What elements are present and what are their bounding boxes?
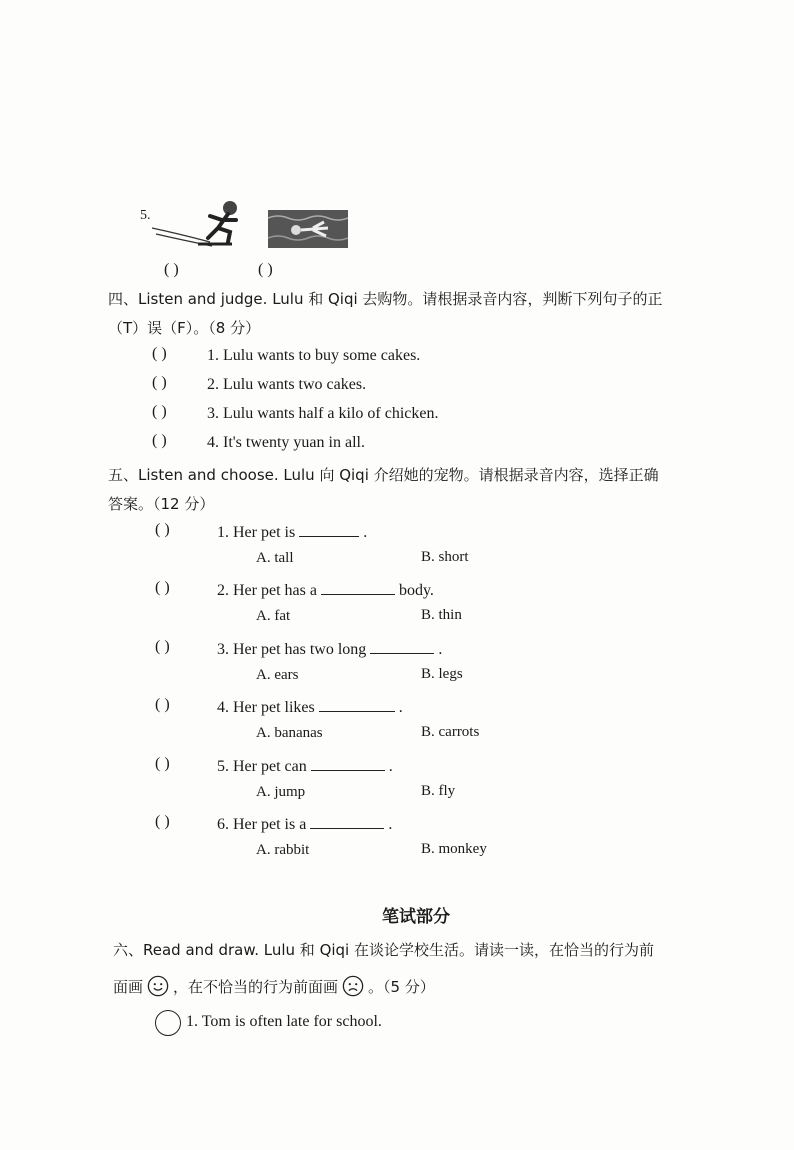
option-a: A. tall <box>256 550 294 566</box>
heading-text: ，在不恰当的行为前面画 <box>173 978 339 996</box>
answer-paren[interactable]: ( ) <box>152 432 167 449</box>
written-part-title: 笔试部分 <box>382 907 450 927</box>
question-line <box>217 814 392 835</box>
option-a: A. ears <box>256 667 299 683</box>
option-b: B. thin <box>421 607 462 623</box>
skiing-person-icon <box>150 198 245 250</box>
section5-heading-cont: 答案。（12 分） <box>108 495 215 513</box>
heading-text: 。（5 分） <box>368 978 435 996</box>
section6-heading-cont <box>113 975 435 997</box>
answer-blank[interactable] <box>319 697 395 712</box>
smiley-face-icon <box>147 975 169 997</box>
answer-paren[interactable]: ( ) <box>155 579 170 596</box>
section6-heading: 六、Read and draw. Lulu 和 Qiqi 在谈论学校生活。请读一读，在恰当的行为前 <box>113 941 654 959</box>
answer-paren[interactable]: ( ) <box>152 403 167 420</box>
section4-heading: 四、Listen and judge. Lulu 和 Qiqi 去购物。请根据录音内容，判断下列句子的正 <box>108 290 663 308</box>
question-text-end: . <box>388 758 393 775</box>
question-text-end: . <box>438 641 443 658</box>
answer-blank[interactable] <box>321 580 395 595</box>
question-text: 3. Her pet has two long <box>217 641 367 658</box>
question-text-end: . <box>388 816 393 833</box>
section5-heading: 五、Listen and choose. Lulu 向 Qiqi 介绍她的宠物。请根据录音内容，选择正确 <box>108 466 659 484</box>
option-a: A. jump <box>256 784 306 800</box>
option-a: A. rabbit <box>256 842 310 858</box>
section4-item-text: 2. Lulu wants two cakes. <box>207 376 367 393</box>
answer-paren[interactable]: ( ) <box>164 261 179 278</box>
answer-paren[interactable]: ( ) <box>155 696 170 713</box>
answer-blank[interactable] <box>299 522 359 537</box>
answer-circle[interactable] <box>155 1010 181 1036</box>
question-text: 6. Her pet is a <box>217 816 307 833</box>
section4-heading-cont: （T）误（F）。（8 分） <box>108 319 261 337</box>
option-a: A. fat <box>256 608 291 624</box>
option-a: A. bananas <box>256 725 323 741</box>
question-text: 2. Her pet has a <box>217 582 317 599</box>
question-text-end: . <box>398 699 403 716</box>
question-text: 1. Her pet is <box>217 524 296 541</box>
heading-text: 面画 <box>113 978 144 996</box>
swimming-person-icon <box>268 210 348 248</box>
answer-paren[interactable]: ( ) <box>155 813 170 830</box>
q3-item-number: 5. <box>140 208 151 223</box>
answer-blank[interactable] <box>311 756 385 771</box>
option-b: B. carrots <box>421 724 480 740</box>
option-b: B. monkey <box>421 841 487 857</box>
question-line <box>217 580 434 601</box>
answer-paren[interactable]: ( ) <box>155 755 170 772</box>
question-text: 5. Her pet can <box>217 758 307 775</box>
option-b: B. fly <box>421 783 456 799</box>
section6-item: 1. Tom is often late for school. <box>186 1013 382 1030</box>
answer-paren[interactable]: ( ) <box>155 638 170 655</box>
question-line <box>217 697 403 718</box>
question-text-end: . <box>363 524 368 541</box>
option-b: B. legs <box>421 666 463 682</box>
question-text-end: body. <box>398 582 434 599</box>
question-line <box>217 756 393 777</box>
question-text: 4. Her pet likes <box>217 699 315 716</box>
question-line <box>217 522 367 543</box>
answer-paren[interactable]: ( ) <box>152 345 167 362</box>
section4-item-text: 4. It's twenty yuan in all. <box>207 434 365 451</box>
section4-item-text: 3. Lulu wants half a kilo of chicken. <box>207 405 439 422</box>
section4-item-text: 1. Lulu wants to buy some cakes. <box>207 347 421 364</box>
option-b: B. short <box>421 549 469 565</box>
answer-blank[interactable] <box>310 814 384 829</box>
question-line <box>217 639 442 660</box>
answer-blank[interactable] <box>370 639 434 654</box>
answer-paren[interactable]: ( ) <box>155 521 170 538</box>
frowny-face-icon <box>342 975 364 997</box>
answer-paren[interactable]: ( ) <box>152 374 167 391</box>
answer-paren[interactable]: ( ) <box>258 261 273 278</box>
